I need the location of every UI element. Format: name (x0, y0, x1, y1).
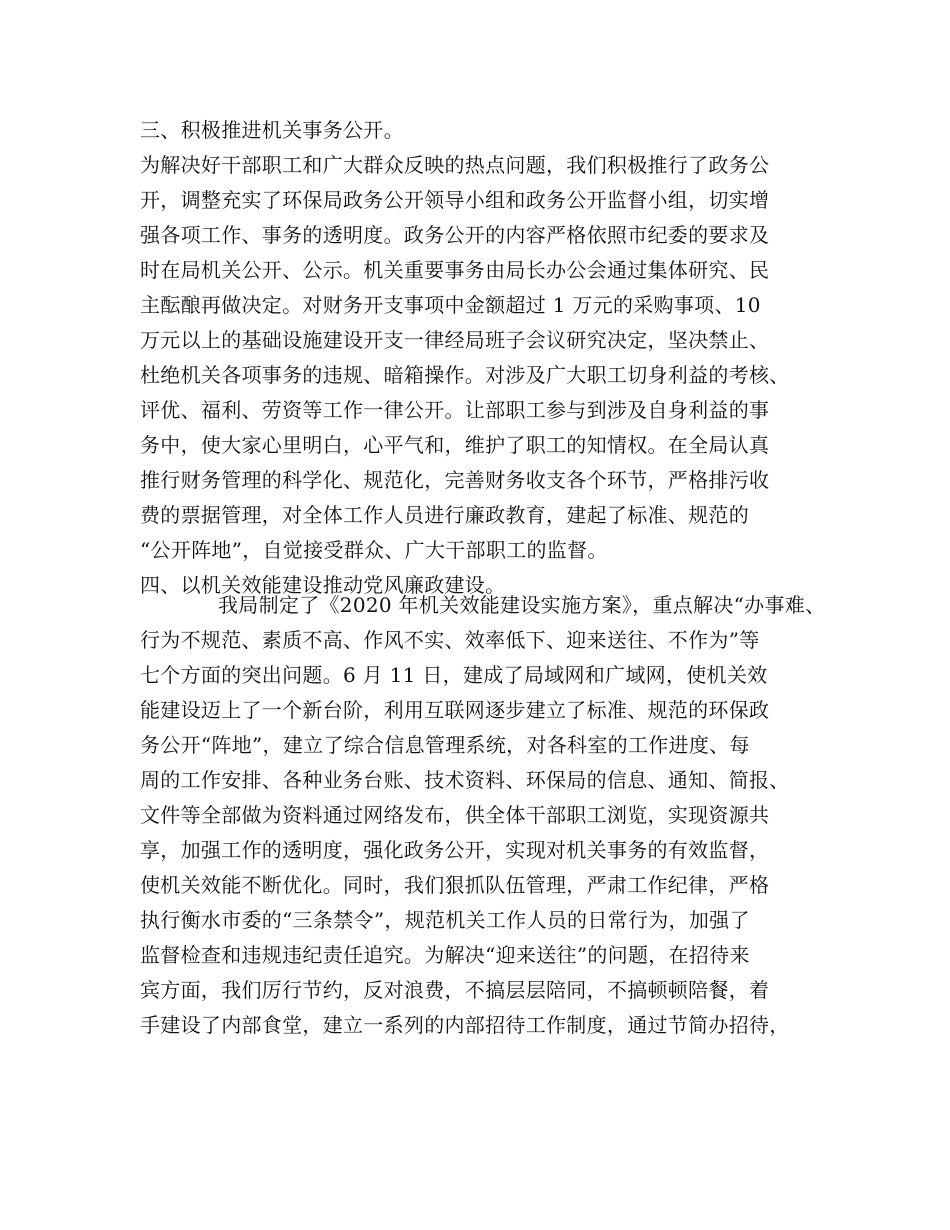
paragraph-line: 行为不规范、素质不高、作风不实、效率低下、迎来送往、不作为”等 (140, 628, 760, 652)
paragraph-line: 享，加强工作的透明度，强化政务公开，实现对机关事务的有效监督， (140, 838, 770, 862)
paragraph-line: 务公开“阵地”，建立了综合信息管理系统，对各科室的工作进度、每 (140, 733, 750, 757)
paragraph-line: 推行财务管理的科学化、规范化，完善财务收支各个环节，严格排污收 (140, 468, 770, 492)
paragraph-line: 万元以上的基础设施建设开支一律经局班子会议研究决定，坚决禁止、 (140, 328, 770, 352)
paragraph-line: 杜绝机关各项事务的违规、暗箱操作。对涉及广大职工切身利益的考核、 (140, 363, 790, 387)
paragraph-line: 手建设了内部食堂，建立一系列的内部招待工作制度，通过节简办招待， (140, 1013, 790, 1037)
section-heading-4: 我局制定了《2020 年机关效能建设实施方案》，重点解决“办事难、 (218, 593, 826, 617)
paragraph-line: 监督检查和违规违纪责任追究。为解决“迎来送往”的问题，在招待来 (140, 943, 750, 967)
paragraph-line: 主酝酿再做决定。对财务开支事项中金额超过 1 万元的采购事项、10 (140, 293, 761, 317)
paragraph-line: 费的票据管理，对全体工作人员进行廉政教育，建起了标准、规范的 (140, 503, 749, 527)
paragraph-line: 为解决好干部职工和广大群众反映的热点问题，我们积极推行了政务公 (140, 153, 770, 177)
paragraph-line: 强各项工作、事务的透明度。政务公开的内容严格依照市纪委的要求及 (140, 223, 770, 247)
paragraph-line: 执行衡水市委的“三条禁令”，规范机关工作人员的日常行为，加强了 (140, 908, 750, 932)
paragraph-line: “公开阵地”，自觉接受群众、广大干部职工的监督。 (140, 538, 608, 562)
paragraph-line: 务中，使大家心里明白，心平气和，维护了职工的知情权。在全局认真 (140, 433, 770, 457)
paragraph-line: 使机关效能不断优化。同时，我们狠抓队伍管理，严肃工作纪律，严格 (140, 873, 770, 897)
paragraph-line: 四、以机关效能建设推动党风廉政建设。 (140, 573, 506, 597)
paragraph-line: 宾方面，我们厉行节约，反对浪费，不搞层层陪同，不搞顿顿陪餐，着 (140, 978, 770, 1002)
paragraph-line: 开，调整充实了环保局政务公开领导小组和政务公开监督小组，切实增 (140, 188, 770, 212)
paragraph-line: 评优、福利、劳资等工作一律公开。让部职工参与到涉及自身利益的事 (140, 398, 770, 422)
paragraph-line: 七个方面的突出问题。6 月 11 日，建成了局域网和广域网，使机关效 (140, 663, 768, 687)
paragraph-line: 文件等全部做为资料通过网络发布，供全体干部职工浏览，实现资源共 (140, 803, 770, 827)
section-heading-3: 三、积极推进机关事务公开。 (140, 118, 404, 142)
paragraph-line: 时在局机关公开、公示。机关重要事务由局长办公会通过集体研究、民 (140, 258, 770, 282)
paragraph-line: 能建设迈上了一个新台阶，利用互联网逐步建立了标准、规范的环保政 (140, 698, 770, 722)
paragraph-line: 周的工作安排、各种业务台账、技术资料、环保局的信息、通知、简报、 (140, 768, 790, 792)
